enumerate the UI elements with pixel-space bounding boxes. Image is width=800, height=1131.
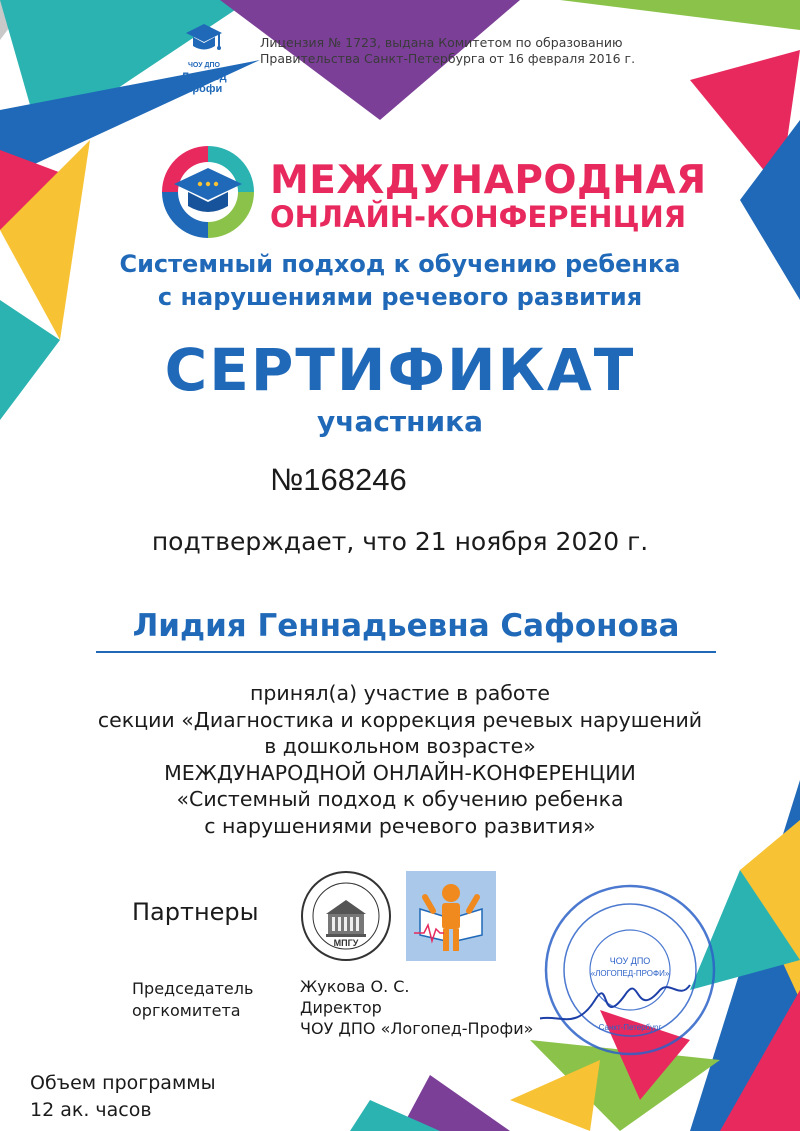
program-volume-line1: Объем программы: [30, 1072, 216, 1094]
body-line: в дошкольном возрасте»: [264, 734, 536, 758]
participation-text: [60, 680, 740, 839]
conference-emblem: [158, 142, 258, 246]
graduation-cap-icon: [184, 20, 224, 60]
chair-role-line2: оргкомитета: [132, 1001, 241, 1020]
confirmation-text: подтверждает, что 21 ноября 2020 г.: [151, 527, 649, 556]
body-line: принял(а) участие в работе: [249, 681, 551, 705]
partners-label: Партнеры: [132, 898, 259, 926]
logo-text-line1: ЧОУ ДПО: [188, 62, 220, 69]
body-line: секции «Диагностика и коррекция речевых нарушений: [97, 707, 703, 732]
signer-info: [300, 976, 533, 1039]
official-stamp: [540, 880, 720, 1064]
program-volume: [30, 1070, 216, 1124]
participant-name: Лидия Геннадьевна Сафонова: [132, 608, 680, 644]
signer-position: Директор: [300, 998, 382, 1017]
conference-title-line1: МЕЖДУНАРОДНАЯ: [270, 158, 707, 203]
body-line: «Системный подход к обучению ребенка: [176, 787, 624, 811]
name-underline: [96, 651, 716, 653]
body-line: с нарушениями речевого развития»: [204, 813, 596, 838]
topic-line1: Системный подход к обучению ребенка: [119, 250, 681, 278]
speech-therapy-partner-logo: [406, 871, 496, 961]
mpgu-logo: [300, 870, 392, 966]
conference-topic: [100, 248, 700, 314]
mpgu-abbr: МПГУ: [333, 938, 359, 948]
license-info: [260, 35, 700, 67]
logo-text-line2: Логопед: [181, 71, 227, 83]
certificate-subtitle: участника: [316, 405, 484, 438]
logo-text-line3: профи: [185, 83, 223, 95]
stamp-center-line2: «ЛОГОПЕД-ПРОФИ»: [590, 969, 670, 978]
license-line2: Правительства Санкт-Петербурга от 16 февраля 2016 г.: [260, 51, 636, 66]
chair-role-line1: Председатель: [132, 979, 254, 998]
certificate-number: №168246: [270, 462, 407, 497]
school-logo: [172, 20, 236, 94]
stamp-center-line1: ЧОУ ДПО: [609, 956, 651, 966]
body-line: МЕЖДУНАРОДНОЙ ОНЛАЙН-КОНФЕРЕНЦИИ: [164, 760, 636, 785]
topic-line2: с нарушениями речевого развития: [157, 283, 643, 311]
signer-organization: ЧОУ ДПО «Логопед-Профи»: [300, 1019, 534, 1038]
child-figure-icon: [406, 871, 496, 961]
program-volume-line2: 12 ак. часов: [30, 1099, 152, 1121]
stamp-city: Санкт-Петербург: [598, 1023, 662, 1032]
signer-name: Жукова О. С.: [300, 977, 410, 996]
conference-title-line2: ОНЛАЙН-КОНФЕРЕНЦИЯ: [270, 200, 687, 234]
certificate-title: СЕРТИФИКАТ: [164, 336, 636, 404]
license-line1: Лицензия № 1723, выдана Комитетом по образованию: [260, 35, 623, 50]
chair-role: [132, 978, 253, 1022]
